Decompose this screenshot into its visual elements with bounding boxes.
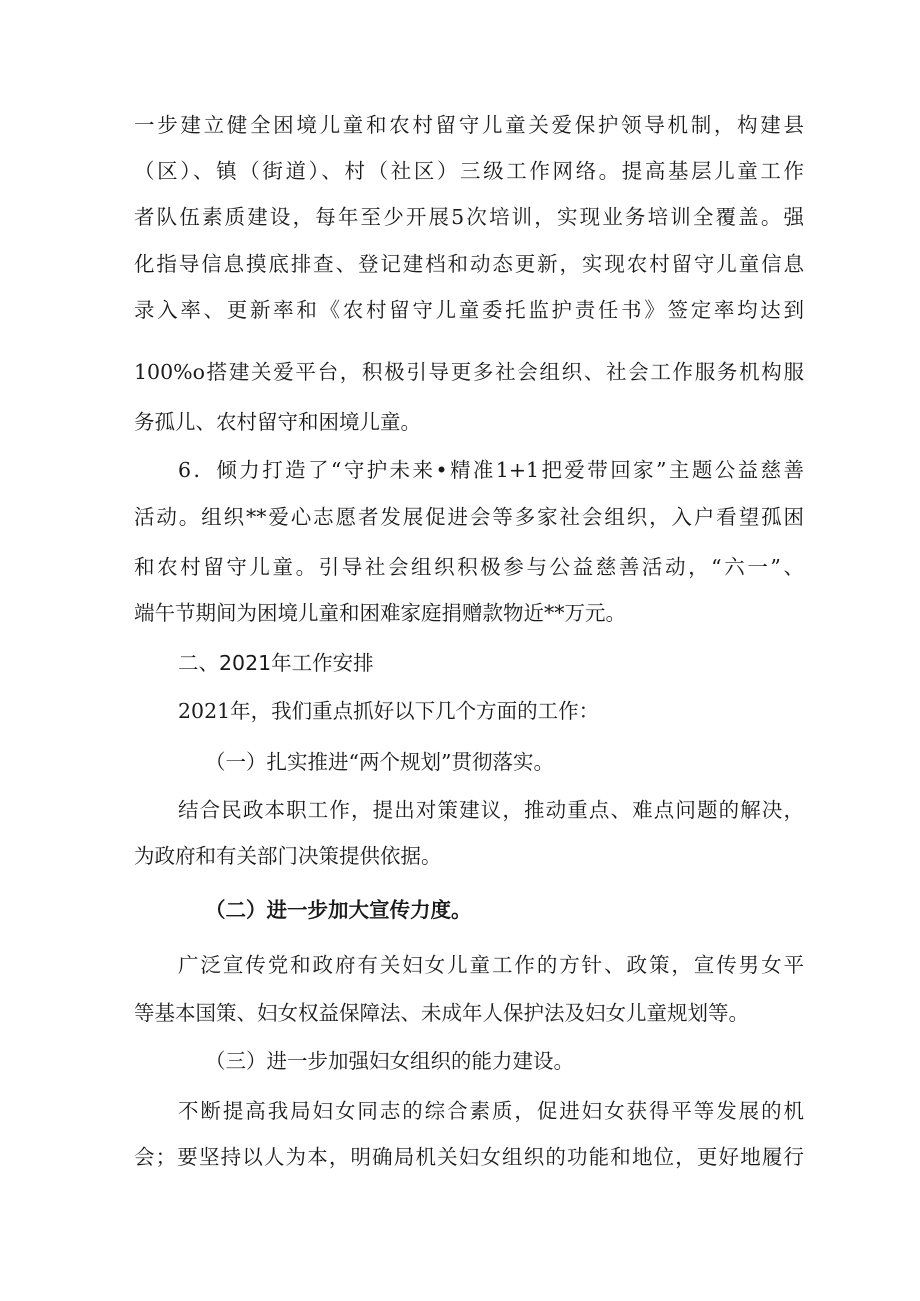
paragraph-line: 不断提高我局妇女同志的综合素质，促进妇女获得平等发展的机 bbox=[178, 1099, 804, 1123]
paragraph-line: 务孤儿、农村留守和困境儿童。 bbox=[134, 410, 421, 434]
subsection-heading: （二）进一步加大宣传力度。 bbox=[205, 898, 472, 922]
paragraph-line: 等基本国策、妇女权益保障法、未成年人保护法及妇女儿童规划等。 bbox=[134, 1001, 749, 1025]
subsection-heading: （三）进一步加强妇女组织的能力建设。 bbox=[205, 1049, 574, 1073]
paragraph-line: （区）、镇（街道）、村（社区）三级工作网络。提高基层儿童工作 bbox=[134, 159, 804, 183]
paragraph-line: 录入率、更新率和《农村留守儿童委托监护责任书》签定率均达到 bbox=[134, 298, 804, 322]
paragraph-line: 结合民政本职工作，提出对策建议，推动重点、难点问题的解决， bbox=[178, 798, 804, 822]
subsection-heading: （一）扎实推进“两个规划”贯彻落实。 bbox=[205, 750, 554, 774]
paragraph-line: 一步建立健全困境儿童和农村留守儿童关爱保护领导机制，构建县 bbox=[134, 113, 804, 137]
paragraph-line: 端午节期间为困境儿童和困难家庭捐赠款物近**万元。 bbox=[134, 601, 626, 625]
paragraph-line: 100%o搭建关爱平台，积极引导更多社会组织、社会工作服务机构服 bbox=[134, 360, 804, 384]
paragraph-line: 6．倾力打造了“守护未来•精准1+1把爱带回家”主题公益慈善 bbox=[178, 458, 804, 482]
paragraph-line: 2021年，我们重点抓好以下几个方面的工作： bbox=[178, 699, 600, 723]
section-heading: 二、2021年工作安排 bbox=[178, 651, 374, 675]
paragraph-line: 为政府和有关部门决策提供依据。 bbox=[134, 844, 442, 868]
paragraph-line: 活动。组织**爱心志愿者发展促进会等多家社会组织，入户看望孤困 bbox=[134, 505, 804, 529]
paragraph-line: 和农村留守儿童。引导社会组织积极参与公益慈善活动，“六一”、 bbox=[134, 555, 804, 579]
paragraph-line: 者队伍素质建设，每年至少开展5次培训，实现业务培训全覆盖。强 bbox=[134, 205, 804, 229]
paragraph-line: 会；要坚持以人为本，明确局机关妇女组织的功能和地位，更好地履行 bbox=[134, 1145, 804, 1169]
paragraph-line: 化指导信息摸底排查、登记建档和动态更新，实现农村留守儿童信息 bbox=[134, 252, 804, 276]
paragraph-line: 广泛宣传党和政府有关妇女儿童工作的方针、政策，宣传男女平 bbox=[178, 953, 804, 977]
